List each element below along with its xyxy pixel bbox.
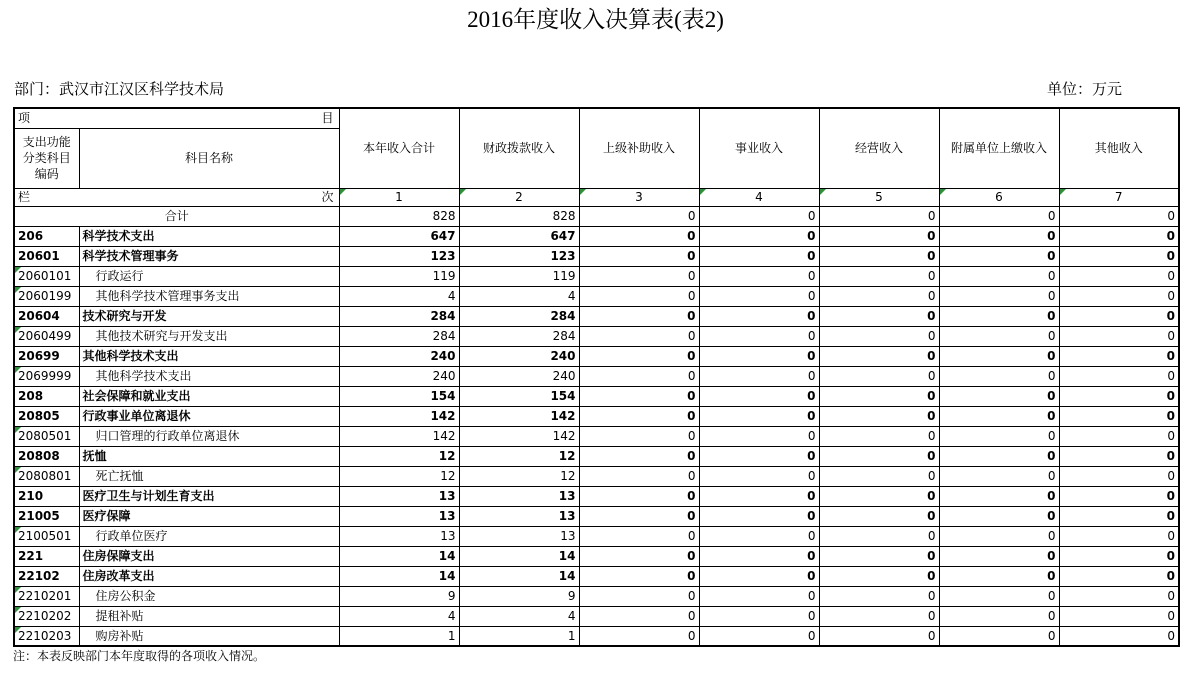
fiscal-appropriation-income-cell: 142 [459,406,579,426]
subject-name-cell: 社会保障和就业支出 [79,386,339,406]
operating-income-cell: 0 [819,446,939,466]
subject-name-cell: 其他科学技术支出 [79,346,339,366]
subject-code-cell: 2100501 [14,526,79,546]
fiscal-appropriation-income-cell: 12 [459,446,579,466]
subject-name-cell: 提租补贴 [79,606,339,626]
column-index-3: 3 [579,188,699,206]
business-income-cell: 0 [699,386,819,406]
subject-name-cell: 其他科学技术支出 [79,366,339,386]
superior-subsidy-income-cell: 0 [579,346,699,366]
superior-subsidy-income-cell: 0 [579,426,699,446]
subject-code-cell: 21005 [14,506,79,526]
total-income-cell: 14 [339,546,459,566]
affiliated-unit-income-cell: 0 [939,406,1059,426]
table-row [14,466,1179,486]
total-label: 合计 [14,206,339,226]
operating-income-cell: 0 [819,486,939,506]
operating-income-cell: 0 [819,526,939,546]
subject-code-cell: 2060199 [14,286,79,306]
item-header-right: 目 [321,111,334,126]
total-income-cell: 142 [339,426,459,446]
fiscal-appropriation-income-cell: 240 [459,366,579,386]
subject-name-cell: 科学技术管理事务 [79,246,339,266]
operating-income-cell: 0 [819,546,939,566]
affiliated-unit-income-cell: 0 [939,606,1059,626]
code-column-header [14,128,79,188]
table-row [14,366,1179,386]
fiscal-appropriation-income-cell: 284 [459,306,579,326]
subject-code-cell: 206 [14,226,79,246]
operating-income-cell: 0 [819,606,939,626]
code-header-line: 支出功能 [22,135,71,149]
other-income-cell: 0 [1059,346,1179,366]
column-index-2: 2 [459,188,579,206]
total-income-cell: 13 [339,506,459,526]
affiliated-unit-income-cell: 0 [939,546,1059,566]
affiliated-unit-income-cell: 0 [939,246,1059,266]
fiscal-appropriation-income-cell: 12 [459,466,579,486]
subject-code-cell: 20604 [14,306,79,326]
table-row [14,406,1179,426]
fiscal-appropriation-income-cell: 13 [459,526,579,546]
subject-code-cell: 208 [14,386,79,406]
fiscal-appropriation-income-cell: 647 [459,226,579,246]
affiliated-unit-income-cell: 0 [939,526,1059,546]
business-income-cell: 0 [699,206,819,226]
subject-code-cell: 2210201 [14,586,79,606]
fiscal-appropriation-income-cell: 154 [459,386,579,406]
total-income-cell: 647 [339,226,459,246]
subject-name-cell: 住房保障支出 [79,546,339,566]
column-header-other-income: 其他收入 [1059,108,1179,188]
affiliated-unit-income-cell: 0 [939,266,1059,286]
affiliated-unit-income-cell: 0 [939,326,1059,346]
column-header-total-income: 本年收入合计 [339,108,459,188]
operating-income-cell: 0 [819,226,939,246]
fiscal-appropriation-income-cell: 4 [459,606,579,626]
operating-income-cell: 0 [819,466,939,486]
operating-income-cell: 0 [819,326,939,346]
affiliated-unit-income-cell: 0 [939,226,1059,246]
superior-subsidy-income-cell: 0 [579,626,699,646]
operating-income-cell: 0 [819,286,939,306]
subject-code-cell: 210 [14,486,79,506]
other-income-cell: 0 [1059,486,1179,506]
table-row [14,286,1179,306]
total-income-cell: 1 [339,626,459,646]
column-header-superior-subsidy-income: 上级补助收入 [579,108,699,188]
total-income-cell: 284 [339,306,459,326]
superior-subsidy-income-cell: 0 [579,406,699,426]
subject-name-cell: 行政运行 [79,266,339,286]
affiliated-unit-income-cell: 0 [939,586,1059,606]
total-income-cell: 13 [339,486,459,506]
superior-subsidy-income-cell: 0 [579,286,699,306]
subject-name-cell: 住房公积金 [79,586,339,606]
business-income-cell: 0 [699,606,819,626]
operating-income-cell: 0 [819,426,939,446]
total-income-cell: 284 [339,326,459,346]
total-income-cell: 14 [339,566,459,586]
fiscal-appropriation-income-cell: 13 [459,486,579,506]
affiliated-unit-income-cell: 0 [939,626,1059,646]
subject-name-cell: 医疗保障 [79,506,339,526]
subject-name-cell: 抚恤 [79,446,339,466]
subject-code-cell: 2060499 [14,326,79,346]
other-income-cell: 0 [1059,586,1179,606]
column-header-operating-income: 经营收入 [819,108,939,188]
other-income-cell: 0 [1059,446,1179,466]
fiscal-appropriation-income-cell: 9 [459,586,579,606]
operating-income-cell: 0 [819,246,939,266]
operating-income-cell: 0 [819,306,939,326]
business-income-cell: 0 [699,286,819,306]
business-income-cell: 0 [699,526,819,546]
affiliated-unit-income-cell: 0 [939,486,1059,506]
total-income-cell: 13 [339,526,459,546]
superior-subsidy-income-cell: 0 [579,246,699,266]
page-title: 2016年度收入决算表(表2) [467,7,724,32]
fiscal-appropriation-income-cell: 284 [459,326,579,346]
other-income-cell: 0 [1059,406,1179,426]
superior-subsidy-income-cell: 0 [579,546,699,566]
operating-income-cell: 0 [819,386,939,406]
affiliated-unit-income-cell: 0 [939,466,1059,486]
table-row [14,446,1179,466]
total-income-cell: 240 [339,346,459,366]
subject-code-cell: 20805 [14,406,79,426]
other-income-cell: 0 [1059,566,1179,586]
subject-code-cell: 20601 [14,246,79,266]
superior-subsidy-income-cell: 0 [579,466,699,486]
operating-income-cell: 0 [819,586,939,606]
fiscal-appropriation-income-cell: 123 [459,246,579,266]
column-index-row [14,188,1179,206]
total-income-cell: 4 [339,286,459,306]
business-income-cell: 0 [699,366,819,386]
column-index-label-right: 次 [321,190,334,204]
table-row [14,626,1179,646]
table-row [14,346,1179,366]
table-row [14,506,1179,526]
subject-name-cell: 其他技术研究与开发支出 [79,326,339,346]
subject-code-cell: 2080501 [14,426,79,446]
department-label: 部门：武汉市江汉区科学技术局 [14,80,225,98]
total-income-cell: 119 [339,266,459,286]
total-income-cell: 154 [339,386,459,406]
fiscal-appropriation-income-cell: 14 [459,546,579,566]
affiliated-unit-income-cell: 0 [939,426,1059,446]
fiscal-appropriation-income-cell: 142 [459,426,579,446]
subject-code-cell: 2080801 [14,466,79,486]
column-index-6: 6 [939,188,1059,206]
table-row [14,386,1179,406]
table-row [14,426,1179,446]
operating-income-cell: 0 [819,506,939,526]
total-income-cell: 4 [339,606,459,626]
subject-name-cell: 死亡抚恤 [79,466,339,486]
affiliated-unit-income-cell: 0 [939,366,1059,386]
other-income-cell: 0 [1059,606,1179,626]
total-income-cell: 240 [339,366,459,386]
subject-code-cell: 2060101 [14,266,79,286]
item-header-cell [14,108,339,128]
table-row [14,586,1179,606]
business-income-cell: 0 [699,266,819,286]
business-income-cell: 0 [699,546,819,566]
code-header-line: 分类科目 [22,151,71,165]
column-index-1: 1 [339,188,459,206]
table-row [14,246,1179,266]
fiscal-appropriation-income-cell: 828 [459,206,579,226]
table-row-total [14,206,1179,226]
table-row [14,606,1179,626]
superior-subsidy-income-cell: 0 [579,586,699,606]
business-income-cell: 0 [699,406,819,426]
other-income-cell: 0 [1059,286,1179,306]
subject-name-cell: 住房改革支出 [79,566,339,586]
other-income-cell: 0 [1059,526,1179,546]
fiscal-appropriation-income-cell: 1 [459,626,579,646]
operating-income-cell: 0 [819,366,939,386]
affiliated-unit-income-cell: 0 [939,446,1059,466]
superior-subsidy-income-cell: 0 [579,366,699,386]
subject-code-cell: 20699 [14,346,79,366]
subject-name-cell: 行政事业单位离退休 [79,406,339,426]
other-income-cell: 0 [1059,466,1179,486]
other-income-cell: 0 [1059,326,1179,346]
superior-subsidy-income-cell: 0 [579,526,699,546]
affiliated-unit-income-cell: 0 [939,386,1059,406]
table-row [14,306,1179,326]
total-income-cell: 142 [339,406,459,426]
column-index-5: 5 [819,188,939,206]
table-row [14,546,1179,566]
superior-subsidy-income-cell: 0 [579,326,699,346]
subject-code-cell: 22102 [14,566,79,586]
table-row [14,526,1179,546]
column-index-4: 4 [699,188,819,206]
business-income-cell: 0 [699,586,819,606]
subject-name-cell: 医疗卫生与计划生育支出 [79,486,339,506]
fiscal-appropriation-income-cell: 119 [459,266,579,286]
affiliated-unit-income-cell: 0 [939,306,1059,326]
superior-subsidy-income-cell: 0 [579,566,699,586]
other-income-cell: 0 [1059,246,1179,266]
fiscal-appropriation-income-cell: 13 [459,506,579,526]
total-income-cell: 12 [339,446,459,466]
table-row [14,486,1179,506]
subject-code-cell: 221 [14,546,79,566]
business-income-cell: 0 [699,446,819,466]
operating-income-cell: 0 [819,266,939,286]
business-income-cell: 0 [699,426,819,446]
business-income-cell: 0 [699,246,819,266]
other-income-cell: 0 [1059,306,1179,326]
column-index-label-cell [14,188,339,206]
other-income-cell: 0 [1059,206,1179,226]
table-row [14,226,1179,246]
unit-label: 单位：万元 [1047,80,1123,98]
subject-name-cell: 行政单位医疗 [79,526,339,546]
fiscal-appropriation-income-cell: 240 [459,346,579,366]
fiscal-appropriation-income-cell: 14 [459,566,579,586]
total-income-cell: 12 [339,466,459,486]
subject-code-cell: 2069999 [14,366,79,386]
fiscal-appropriation-income-cell: 4 [459,286,579,306]
superior-subsidy-income-cell: 0 [579,306,699,326]
subject-code-cell: 20808 [14,446,79,466]
other-income-cell: 0 [1059,266,1179,286]
total-income-cell: 9 [339,586,459,606]
table-row [14,566,1179,586]
superior-subsidy-income-cell: 0 [579,606,699,626]
superior-subsidy-income-cell: 0 [579,226,699,246]
business-income-cell: 0 [699,486,819,506]
business-income-cell: 0 [699,226,819,246]
affiliated-unit-income-cell: 0 [939,566,1059,586]
business-income-cell: 0 [699,466,819,486]
table-body [14,206,1179,646]
subject-name-cell: 其他科学技术管理事务支出 [79,286,339,306]
business-income-cell: 0 [699,506,819,526]
item-header-left: 项 [18,111,31,126]
subject-name-cell: 科学技术支出 [79,226,339,246]
table-row [14,326,1179,346]
total-income-cell: 828 [339,206,459,226]
operating-income-cell: 0 [819,206,939,226]
income-table [13,107,1180,647]
affiliated-unit-income-cell: 0 [939,286,1059,306]
operating-income-cell: 0 [819,346,939,366]
header-row-top [14,108,1179,128]
business-income-cell: 0 [699,626,819,646]
other-income-cell: 0 [1059,366,1179,386]
business-income-cell: 0 [699,326,819,346]
affiliated-unit-income-cell: 0 [939,506,1059,526]
other-income-cell: 0 [1059,386,1179,406]
column-header-fiscal-appropriation-income: 财政拨款收入 [459,108,579,188]
operating-income-cell: 0 [819,566,939,586]
business-income-cell: 0 [699,346,819,366]
superior-subsidy-income-cell: 0 [579,266,699,286]
subject-code-cell: 2210203 [14,626,79,646]
superior-subsidy-income-cell: 0 [579,206,699,226]
affiliated-unit-income-cell: 0 [939,206,1059,226]
other-income-cell: 0 [1059,226,1179,246]
other-income-cell: 0 [1059,546,1179,566]
superior-subsidy-income-cell: 0 [579,486,699,506]
name-column-header: 科目名称 [79,128,339,188]
column-header-affiliated-unit-income: 附属单位上缴收入 [939,108,1059,188]
column-index-7: 7 [1059,188,1179,206]
operating-income-cell: 0 [819,626,939,646]
other-income-cell: 0 [1059,506,1179,526]
footnote: 注：本表反映部门本年度取得的各项收入情况。 [13,649,266,663]
code-header-line: 编码 [34,167,59,181]
column-index-label-left: 栏 [18,190,31,204]
table-row [14,266,1179,286]
operating-income-cell: 0 [819,406,939,426]
subject-name-cell: 归口管理的行政单位离退休 [79,426,339,446]
total-income-cell: 123 [339,246,459,266]
subject-code-cell: 2210202 [14,606,79,626]
superior-subsidy-income-cell: 0 [579,446,699,466]
subject-name-cell: 购房补贴 [79,626,339,646]
subject-name-cell: 技术研究与开发 [79,306,339,326]
superior-subsidy-income-cell: 0 [579,506,699,526]
affiliated-unit-income-cell: 0 [939,346,1059,366]
column-header-business-income: 事业收入 [699,108,819,188]
superior-subsidy-income-cell: 0 [579,386,699,406]
business-income-cell: 0 [699,306,819,326]
other-income-cell: 0 [1059,626,1179,646]
other-income-cell: 0 [1059,426,1179,446]
business-income-cell: 0 [699,566,819,586]
